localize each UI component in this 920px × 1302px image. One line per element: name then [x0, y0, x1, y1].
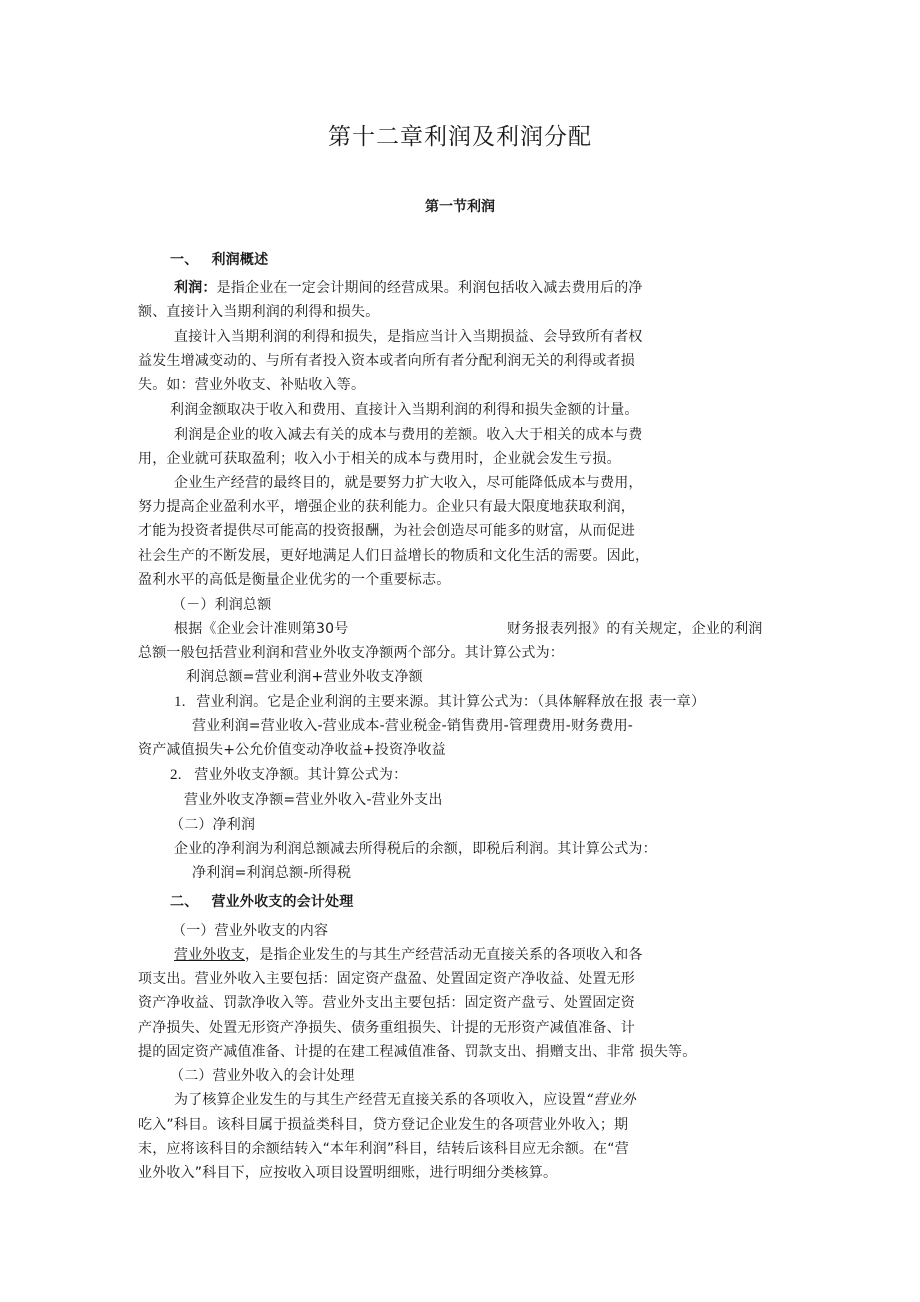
paragraph-line: 业外收入”科目下，应按收入项目设置明细账，进行明细分类核算。: [138, 1165, 558, 1181]
subheading: （二）营业外收入的会计处理: [170, 1068, 355, 1084]
paragraph-line: 直接计入当期利润的利得和损失，是指应当计入当期损益、会导致所有者权: [174, 329, 643, 345]
formula: 营业外收支净额=营业外收入-营业外支出: [184, 792, 443, 808]
section2-number: 二、: [170, 894, 199, 910]
section2-heading: [170, 892, 353, 912]
item-text: 营业利润。它是企业利润的主要来源。其计算公式为：（具体解释放在报 表一章）: [196, 694, 706, 710]
paragraph-line: 企业生产经营的最终目的，就是要努力扩大收入，尽可能降低成本与费用，: [174, 475, 643, 491]
subheading: （一）营业外收支的内容: [172, 923, 329, 939]
item-text: 营业外收支净额。其计算公式为：: [194, 767, 408, 783]
paragraph-text: 为了核算企业发生的与其生产经营无直接关系的各项收入，应设置: [174, 1092, 586, 1108]
paragraph-line: 才能为投资者提供尽可能高的投资报酬，为社会创造尽可能多的财富，从而促进: [138, 523, 635, 539]
paragraph-line: 产净损失、处置无形资产净损失、债务重组损失、计提的无形资产减值准备、计: [138, 1020, 635, 1036]
paragraph-line: 失。如：营业外收支、补贴收入等。: [138, 377, 366, 393]
section1-heading: [170, 250, 268, 270]
paragraph-line: 用，企业就可获取盈利；收入小于相关的成本与费用时，企业就会发生亏损。: [138, 451, 621, 467]
paragraph-line: 末，应将该科目的余额结转入“本年利润”科目，结转后该科目应无余额。在“营: [138, 1141, 629, 1157]
paragraph-line: 利润是企业的收入减去有关的成本与费用的差额。收入大于相关的成本与费: [174, 427, 643, 443]
numbered-item: [174, 692, 705, 712]
paragraph-line: 吃入”科目。该科目属于损益类科目，贷方登记企业发生的各项营业外收入；期: [138, 1117, 629, 1133]
item-number: 2.: [170, 767, 182, 783]
formula: 利润总额=营业利润+营业外收支净额: [186, 669, 423, 685]
paragraph-line: 提的固定资产减值准备、计提的在建工程减值准备、罚款支出、捐赠支出、非常 损失等。: [138, 1044, 697, 1060]
italic-account-name: “营业外: [585, 1092, 636, 1108]
underlined-term: 营业外收支: [174, 947, 245, 963]
paragraph-line: 利润金额取决于收入和费用、直接计入当期利润的利得和损失金额的计量。: [170, 402, 639, 418]
paragraph-line: 盈利水平的高低是衡量企业优劣的一个重要标志。: [138, 572, 451, 588]
definition-term: 利润：: [174, 280, 217, 296]
definition-text: 是指企业在一定会计期间的经营成果。利润包括收入减去费用后的净: [216, 280, 643, 296]
formula: 营业利润=营业收入-营业成本-营业税金-销售费用-管理费用-财务费用-: [192, 718, 634, 734]
definition-line-2: 额、直接计入当期利润的利得和损失。: [138, 304, 380, 320]
paragraph-text: ，是指企业发生的与其生产经营活动无直接关系的各项收入和各: [245, 947, 643, 963]
section1-heading-text: 利润概述: [211, 252, 269, 268]
paragraph-line: 项支出。营业外收入主要包括：固定资产盘盈、处置固定资产净收益、处置无形: [138, 971, 635, 987]
formula: 净利润=利润总额-所得税: [192, 865, 352, 881]
paragraph-line: 资产净收益、罚款净收入等。营业外支出主要包括：固定资产盘亏、处置固定资: [138, 995, 635, 1011]
paragraph-line-a: 根据《企业会计准则第30号: [174, 621, 349, 637]
chapter-title: 第十二章利润及利润分配: [328, 124, 592, 150]
formula-continued: 资产减值损失+公允价值变动净收益+投资净收益: [138, 742, 446, 758]
paragraph-line: 总额一般包括营业利润和营业外收支净额两个部分。其计算公式为：: [138, 645, 564, 661]
numbered-item: [170, 765, 407, 785]
paragraph-line: 益发生增减变动的、与所有者投入资本或者向所有者分配利润无关的利得或者损: [138, 353, 635, 369]
item-number: 1.: [174, 694, 186, 710]
section2-heading-text: 营业外收支的会计处理: [211, 894, 354, 910]
section-title: 第一节利润: [425, 199, 495, 215]
section1-number: 一、: [170, 252, 199, 268]
subheading-net-profit: （二）净利润: [170, 817, 256, 833]
paragraph-line: 社会生产的不断发展，更好地满足人们日益增长的物质和文化生活的需要。因此，: [138, 548, 650, 564]
paragraph-line-b: 财务报表列报》的有关规定，企业的利润: [507, 621, 763, 637]
subheading-total-profit: （－）利润总额: [172, 597, 272, 613]
paragraph-line: [174, 1090, 636, 1110]
definition-line: [174, 278, 643, 298]
paragraph-line: 努力提高企业盈利水平，增强企业的获利能力。企业只有最大限度地获取利润，: [138, 499, 635, 515]
paragraph-line: 企业的净利润为利润总额减去所得税后的余额，即税后利润。其计算公式为：: [174, 841, 657, 857]
paragraph-line: [174, 945, 643, 965]
